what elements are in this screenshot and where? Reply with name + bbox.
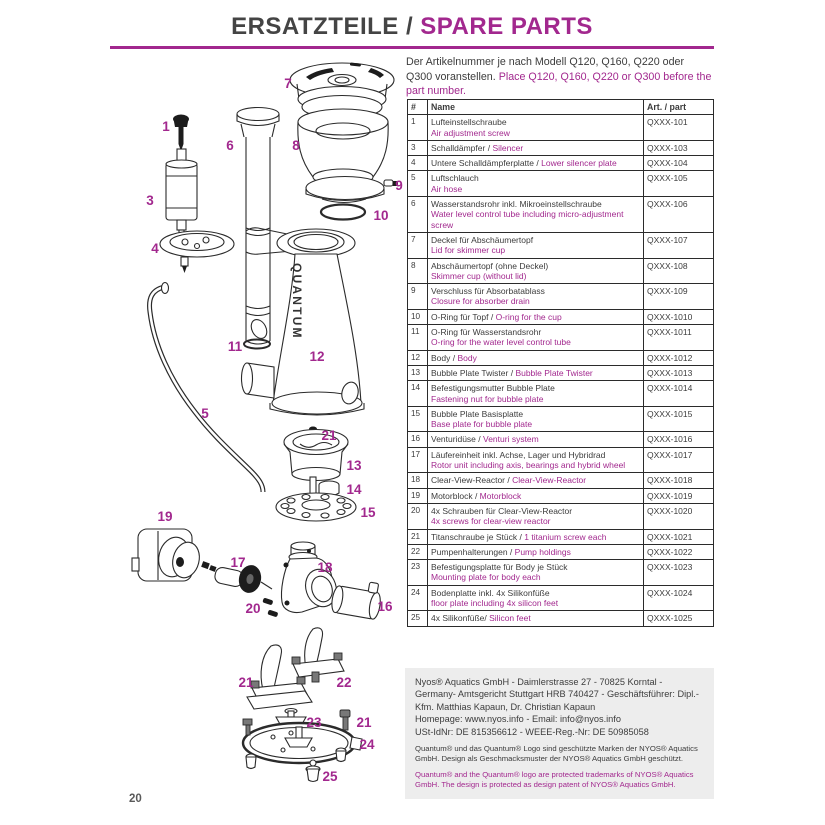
part-art-cell: QXXX-1018 [644,473,714,488]
table-row [408,611,714,626]
part-name-de: Befestigungsplatte für Body je Stück [431,562,568,573]
part-art-cell: QXXX-106 [644,197,714,233]
part-name-de: Venturidüse [431,434,476,445]
part-art-cell: QXXX-1010 [644,309,714,324]
part-name-de: Body [431,352,451,363]
part-name-separator: / [507,546,515,557]
company-tax-line: USt-IdNr: DE 815356612 - WEEE-Reg.-Nr: DE 50985058 [415,726,649,737]
part-name-en: Skimmer cup (without lid) [431,270,527,281]
part-label-13: 13 [346,458,362,473]
part-name-en: O-ring for the cup [495,311,562,322]
part-name-de: Läufereinheit inkl. Achse, Lager und Hybridrad [431,449,606,460]
table-row [408,232,714,258]
part-name-cell [428,488,644,503]
page-title-en: SPARE PARTS [420,13,593,40]
table-row [408,284,714,310]
reactor-screws-drawing [262,598,278,618]
part-label-12: 12 [309,349,325,364]
company-contact-line: Homepage: www.nyos.info - Email: info@nyos.info [415,714,621,725]
part-label-15: 15 [360,505,376,520]
part-art-cell: QXXX-1013 [644,365,714,380]
part-art-cell: QXXX-1023 [644,560,714,586]
page-title [110,13,714,41]
part-art-cell: QXXX-1015 [644,406,714,432]
titanium-screw-bottom-drawing [340,710,350,730]
part-label-24: 24 [359,737,375,752]
part-art-cell: QXXX-108 [644,258,714,284]
part-name-separator: / [534,158,542,169]
part-name-cell [428,381,644,407]
table-row [408,309,714,324]
part-art-cell: QXXX-1014 [644,381,714,407]
table-row [408,156,714,171]
table-row [408,258,714,284]
part-number-cell: 17 [408,447,428,473]
part-label-5: 5 [201,406,209,421]
body-drawing [242,229,365,415]
part-number-cell: 12 [408,350,428,365]
part-art-cell: QXXX-1019 [644,488,714,503]
part-number-cell: 22 [408,544,428,559]
part-name-en: Lid for skimmer cup [431,245,506,256]
part-name-en: floor plate including 4x silicon feet [431,597,559,608]
part-label-16: 16 [377,599,393,614]
part-label-20: 20 [245,601,261,616]
part-number-cell: 3 [408,140,428,155]
part-number-cell: 8 [408,258,428,284]
part-name-cell [428,325,644,351]
skimmer-cup-drawing [298,109,398,203]
part-name-separator: / [450,352,458,363]
part-name-de: O-Ring für Wasserstandsrohr [431,327,542,338]
part-name-separator: / [475,434,483,445]
column-header-name: Name [428,100,644,115]
column-header-part: Art. / part [644,100,714,115]
table-row [408,544,714,559]
part-name-en: 4x screws for clear-view reactor [431,516,551,527]
part-name-cell [428,529,644,544]
part-art-cell: QXXX-107 [644,232,714,258]
part-number-cell: 25 [408,611,428,626]
part-art-cell: QXXX-101 [644,115,714,141]
table-row [408,197,714,233]
part-label-6: 6 [226,138,234,153]
part-name-cell [428,284,644,310]
part-name-en: Body [457,352,477,363]
part-name-de: Pumpenhalterungen [431,546,508,557]
part-name-de: Titanschraube je Stück [431,531,520,542]
table-row [408,406,714,432]
part-name-de: Untere Schalldämpferplatte [431,158,535,169]
part-number-cell: 14 [408,381,428,407]
part-label-21a: 21 [321,428,337,443]
part-name-en: Silicon feet [489,613,531,624]
part-name-cell [428,309,644,324]
cup-oring-drawing [321,205,365,220]
part-name-de: Lufteinstellschraube [431,117,507,128]
part-art-cell: QXXX-1017 [644,447,714,473]
part-name-cell [428,473,644,488]
part-label-11: 11 [227,339,243,354]
table-row [408,503,714,529]
part-label-19: 19 [157,509,173,524]
part-label-18: 18 [317,560,333,575]
part-name-cell [428,171,644,197]
part-name-de: Bodenplatte inkl. 4x Silikonfüße [431,587,550,598]
part-name-cell [428,156,644,171]
base-plate-drawing [276,493,356,521]
part-label-10: 10 [373,208,389,223]
table-row [408,115,714,141]
part-name-en: Pump holdings [514,546,571,557]
part-name-cell [428,232,644,258]
intro-text-de: Der Artikelnummer je nach Modell Q120, Q160, Q220 oder Q300 voranstellen. [406,56,685,83]
part-name-separator: / [474,490,480,501]
part-number-cell: 18 [408,473,428,488]
part-number-cell: 23 [408,560,428,586]
part-name-en: Air adjustment screw [431,127,510,138]
part-name-de: 4x Silikonfüße [431,613,485,624]
part-number-cell: 10 [408,309,428,324]
part-number-cell: 19 [408,488,428,503]
lower-silencer-plate-drawing [160,231,234,273]
part-number-cell: 15 [408,406,428,432]
air-adjustment-screw-drawing [173,115,189,152]
part-art-cell: QXXX-1012 [644,350,714,365]
table-row [408,365,714,380]
part-name-cell [428,503,644,529]
table-row [408,350,714,365]
part-art-cell: QXXX-1020 [644,503,714,529]
silencer-drawing [166,149,197,239]
part-label-21c: 21 [356,715,372,730]
part-name-en: Lower silencer plate [541,158,617,169]
table-row [408,488,714,503]
part-label-7: 7 [284,76,292,91]
part-name-en: Water level control tube including micro-adjustment screw [431,209,624,230]
part-art-cell: QXXX-103 [644,140,714,155]
part-label-23: 23 [306,715,322,730]
part-label-14: 14 [346,482,362,497]
part-number-cell: 24 [408,585,428,611]
part-name-en: 1 titanium screw each [524,531,607,542]
part-art-cell: QXXX-1011 [644,325,714,351]
legal-text-de: Quantum® und das Quantum® Logo sind geschützte Marken der NYOS® Aquatics GmbH. Design als Geschmacksmuster der NYOS® Aquatics GmbH geschützt. [415,744,698,764]
part-number-cell: 4 [408,156,428,171]
part-label-9: 9 [395,178,403,193]
part-label-3: 3 [146,193,154,208]
part-name-de: Bubble Plate Basisplatte [431,408,524,419]
part-name-de: Befestigungsmutter Bubble Plate [431,383,555,394]
table-row [408,140,714,155]
part-name-cell [428,350,644,365]
table-row [408,325,714,351]
table-row [408,473,714,488]
part-name-en: Silencer [492,142,524,153]
part-label-1: 1 [162,119,170,134]
part-name-en: Base plate for bubble plate [431,419,533,430]
part-name-de: Motorblock [431,490,475,501]
part-name-separator: / [505,475,513,486]
part-name-de: Deckel für Abschäumertopf [431,234,534,245]
bubble-plate-twister-drawing [284,430,348,481]
part-name-cell [428,560,644,586]
part-name-de: 4x Schrauben für Clear-View-Reactor [431,505,573,516]
part-art-cell: QXXX-104 [644,156,714,171]
part-art-cell: QXXX-109 [644,284,714,310]
part-name-cell [428,447,644,473]
part-art-cell: QXXX-1025 [644,611,714,626]
parts-table-body [408,115,714,626]
part-name-cell [428,197,644,233]
legal-text-en: Quantum® and the Quantum® logo are protected trademarks of NYOS® Aquatics GmbH. The design is protected as design patent of NYOS® Aquatics GmbH. [415,770,694,790]
part-label-4: 4 [151,241,159,256]
table-row [408,447,714,473]
column-header-number: # [408,100,428,115]
part-number-cell: 11 [408,325,428,351]
part-name-de: Bubble Plate Twister [431,367,509,378]
parts-table [407,99,714,627]
part-label-17: 17 [230,555,246,570]
part-name-en: Motorblock [479,490,522,501]
part-name-de: Schalldämpfer [431,142,486,153]
quantum-brand-label: QUANTUM [290,263,304,340]
part-name-de: Clear-View-Reactor [431,475,506,486]
table-row [408,585,714,611]
part-number-cell: 13 [408,365,428,380]
part-name-en: Fastening nut for bubble plate [431,393,544,404]
part-name-cell [428,585,644,611]
part-name-en: Air hose [431,183,463,194]
intro-text [406,55,712,99]
part-name-en: Clear-View-Reactor [512,475,587,486]
part-art-cell: QXXX-1022 [644,544,714,559]
part-name-de: Wasserstandsrohr inkl. Mikroeinstellschraube [431,199,602,210]
intro-text-en: Place Q120, Q160, Q220 or Q300 before the part number. [406,70,712,98]
part-number-cell: 5 [408,171,428,197]
part-name-cell [428,258,644,284]
pump-holder-right-drawing [292,628,344,682]
motor-block-drawing [132,529,203,581]
part-art-cell: QXXX-1021 [644,529,714,544]
part-name-cell [428,544,644,559]
part-number-cell: 20 [408,503,428,529]
part-name-separator: / [519,531,525,542]
part-name-cell [428,115,644,141]
part-label-22: 22 [336,675,352,690]
venturi-drawing [330,576,384,620]
part-name-cell [428,432,644,447]
part-name-cell [428,406,644,432]
part-name-de: Abschäumertopf (ohne Deckel) [431,260,549,271]
table-row [408,560,714,586]
part-art-cell: QXXX-1016 [644,432,714,447]
table-row [408,381,714,407]
part-name-en: Mounting plate for body each [431,572,541,583]
part-name-en: Venturi system [483,434,539,445]
part-name-cell [428,365,644,380]
part-number-cell: 1 [408,115,428,141]
water-level-tube-drawing [237,108,292,345]
part-number-cell: 16 [408,432,428,447]
part-name-separator: / [485,142,493,153]
table-row [408,529,714,544]
part-name-en: Closure for absorber drain [431,296,530,307]
part-name-cell [428,140,644,155]
part-number-cell: 21 [408,529,428,544]
table-row [408,171,714,197]
part-name-en: O-ring for the water level control tube [431,337,571,348]
part-name-cell [428,611,644,626]
part-name-en: Bubble Plate Twister [515,367,593,378]
company-address-line: Nyos® Aquatics GmbH - Daimlerstrasse 27 - 70825 Korntal - Germany- Amtsgericht Stuttgart HRB 740427 - Geschäftsführer: Dipl.-Kfm. Matthias Kapaun, Dr. Christian Kapaun [415,677,699,712]
part-label-25: 25 [322,769,338,784]
title-divider [110,46,714,49]
part-name-en: Rotor unit including axis, bearings and hybrid wheel [431,460,626,471]
part-number-cell: 9 [408,284,428,310]
page-number: 20 [129,793,142,805]
part-name-separator: / [484,613,490,624]
part-name-separator: / [488,311,496,322]
part-number-cell: 7 [408,232,428,258]
footer-info-box [405,668,714,799]
part-label-21b: 21 [238,675,254,690]
part-name-separator: / [508,367,516,378]
part-name-de: Verschluss für Absorbatablass [431,286,545,297]
part-name-de: Luftschlauch [431,173,479,184]
part-number-cell: 6 [408,197,428,233]
part-name-de: O-Ring für Topf [431,311,489,322]
table-header-row [408,100,714,115]
page-title-de: ERSATZTEILE / [231,13,421,40]
part-art-cell: QXXX-105 [644,171,714,197]
part-label-8: 8 [292,138,300,153]
part-art-cell: QXXX-1024 [644,585,714,611]
table-row [408,432,714,447]
